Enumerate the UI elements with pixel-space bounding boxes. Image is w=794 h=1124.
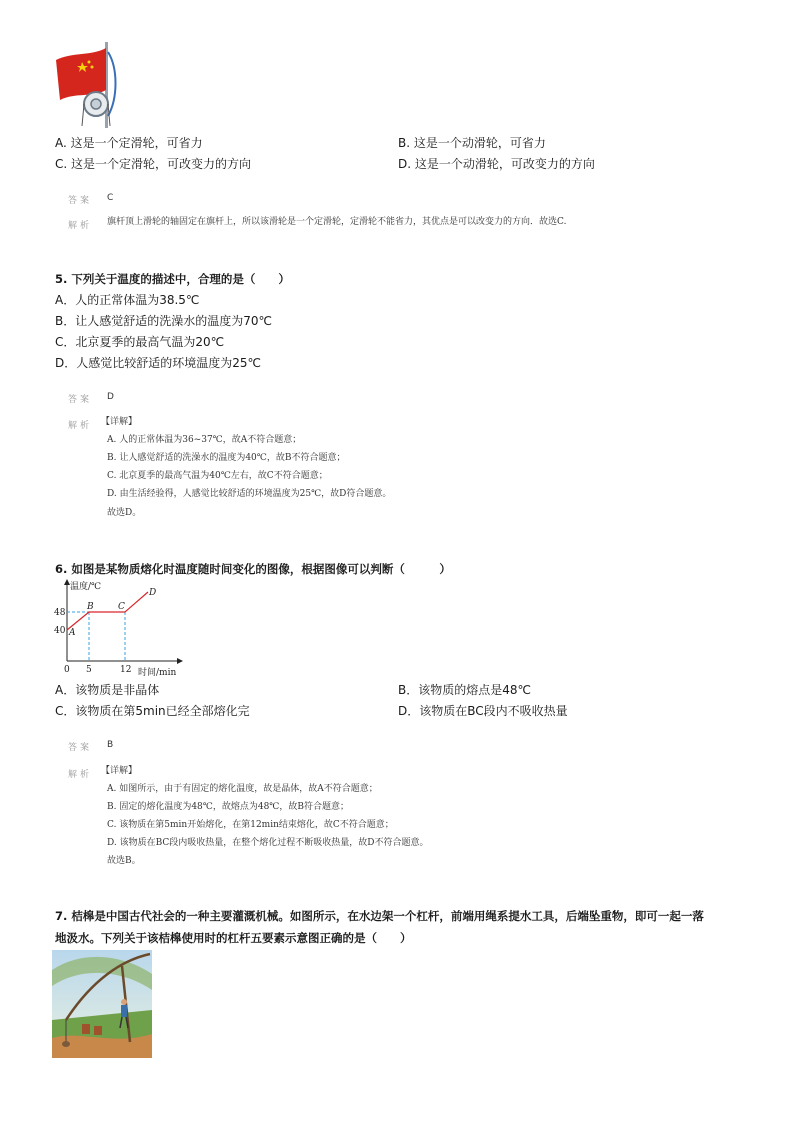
q7-title-line1: 7. 桔槔是中国古代社会的一种主要灌溉机械。如图所示，在水边架一个杠杆，前端用绳系提水工具，后端坠重物，即可一起一落 (55, 909, 704, 923)
q6-option-b: B．该物质的熔点是48℃ (398, 683, 531, 697)
graph-point-c: C (118, 602, 125, 612)
q4-answer-label: 答案 (68, 196, 93, 206)
q4-answer: C (107, 193, 114, 203)
q4-option-d: D. 这是一个动滑轮，可改变力的方向 (398, 157, 595, 171)
q5-analysis-label: 解析 (68, 421, 93, 431)
q5-detail-line: D. 由生活经验得，人感觉比较舒适的环境温度为25℃，故D符合题意。 (107, 489, 392, 499)
q6-detail-line: C. 该物质在第5min开始熔化，在第12min结束熔化，故C不符合题意； (107, 820, 394, 830)
q5-detail-head: 【详解】 (101, 417, 138, 427)
q6-analysis-label: 解析 (68, 770, 93, 780)
q6-title: 6. 如图是某物质熔化时温度随时间变化的图像，根据图像可以判断（ ） (55, 562, 451, 576)
graph-point-a: A (69, 628, 76, 638)
q6-detail-line: B. 固定的熔化温度为48℃，故熔点为48℃，故B符合题意； (107, 802, 349, 812)
q7-title-line2: 地汲水。下列关于该桔槔使用时的杠杆五要素示意图正确的是（ ） (55, 931, 412, 945)
flag-pulley-image (52, 38, 122, 130)
q6-detail-head: 【详解】 (101, 766, 138, 776)
q4-analysis: 旗杆顶上滑轮的轴固定在旗杆上，所以该滑轮是一个定滑轮，定滑轮不能省力，其优点是可以改变力的方向．故选C. (107, 217, 567, 227)
q6-detail-line: D. 该物质在BC段内吸收热量，在整个熔化过程不断吸收热量，故D不符合题意。 (107, 838, 429, 848)
q5-option-a: A．人的正常体温为38.5℃ (55, 293, 200, 307)
graph-xtick-0: 0 (64, 665, 70, 675)
graph-xlabel: 时间/min (138, 668, 177, 678)
q5-detail-line: B. 让人感觉舒适的洗澡水的温度为40℃，故B不符合题意； (107, 453, 346, 463)
q5-option-c: C．北京夏季的最高气温为20℃ (55, 335, 225, 349)
q5-option-b: B．让人感觉舒适的洗澡水的温度为70℃ (55, 314, 272, 328)
graph-ylabel: 温度/℃ (70, 582, 102, 592)
q5-option-d: D．人感觉比较舒适的环境温度为25℃ (55, 356, 261, 370)
q4-option-a: A. 这是一个定滑轮，可省力 (55, 136, 203, 150)
q6-answer: B (107, 740, 114, 750)
q6-detail-line: 故选B。 (107, 856, 141, 866)
q4-option-c: C. 这是一个定滑轮，可改变力的方向 (55, 157, 252, 171)
q4-option-b: B. 这是一个动滑轮，可省力 (398, 136, 546, 150)
graph-ytick-40: 40 (54, 626, 66, 636)
q5-answer-label: 答案 (68, 395, 93, 405)
q5-detail-line: A. 人的正常体温为36~37℃，故A不符合题意； (107, 435, 302, 445)
q6-option-c: C．该物质在第5min已经全部熔化完 (55, 704, 250, 718)
graph-point-d: D (149, 588, 157, 598)
q5-answer: D (107, 392, 114, 402)
q6-option-d: D．该物质在BC段内不吸收热量 (398, 704, 568, 718)
q6-detail-line: A. 如图所示，由于有固定的熔化温度，故是晶体，故A不符合题意； (107, 784, 378, 794)
graph-ytick-48: 48 (54, 608, 66, 618)
q5-title: 5. 下列关于温度的描述中，合理的是（ ） (55, 272, 290, 286)
well-sweep-image (52, 950, 152, 1058)
q5-detail-line: 故选D。 (107, 508, 142, 518)
q5-detail-line: C. 北京夏季的最高气温为40℃左右，故C不符合题意； (107, 471, 328, 481)
q4-analysis-label: 解析 (68, 221, 93, 231)
melting-graph (52, 578, 187, 678)
q6-answer-label: 答案 (68, 743, 93, 753)
q6-option-a: A．该物质是非晶体 (55, 683, 160, 697)
graph-point-b: B (87, 602, 94, 612)
graph-xtick-12: 12 (120, 665, 132, 675)
graph-xtick-5: 5 (86, 665, 92, 675)
